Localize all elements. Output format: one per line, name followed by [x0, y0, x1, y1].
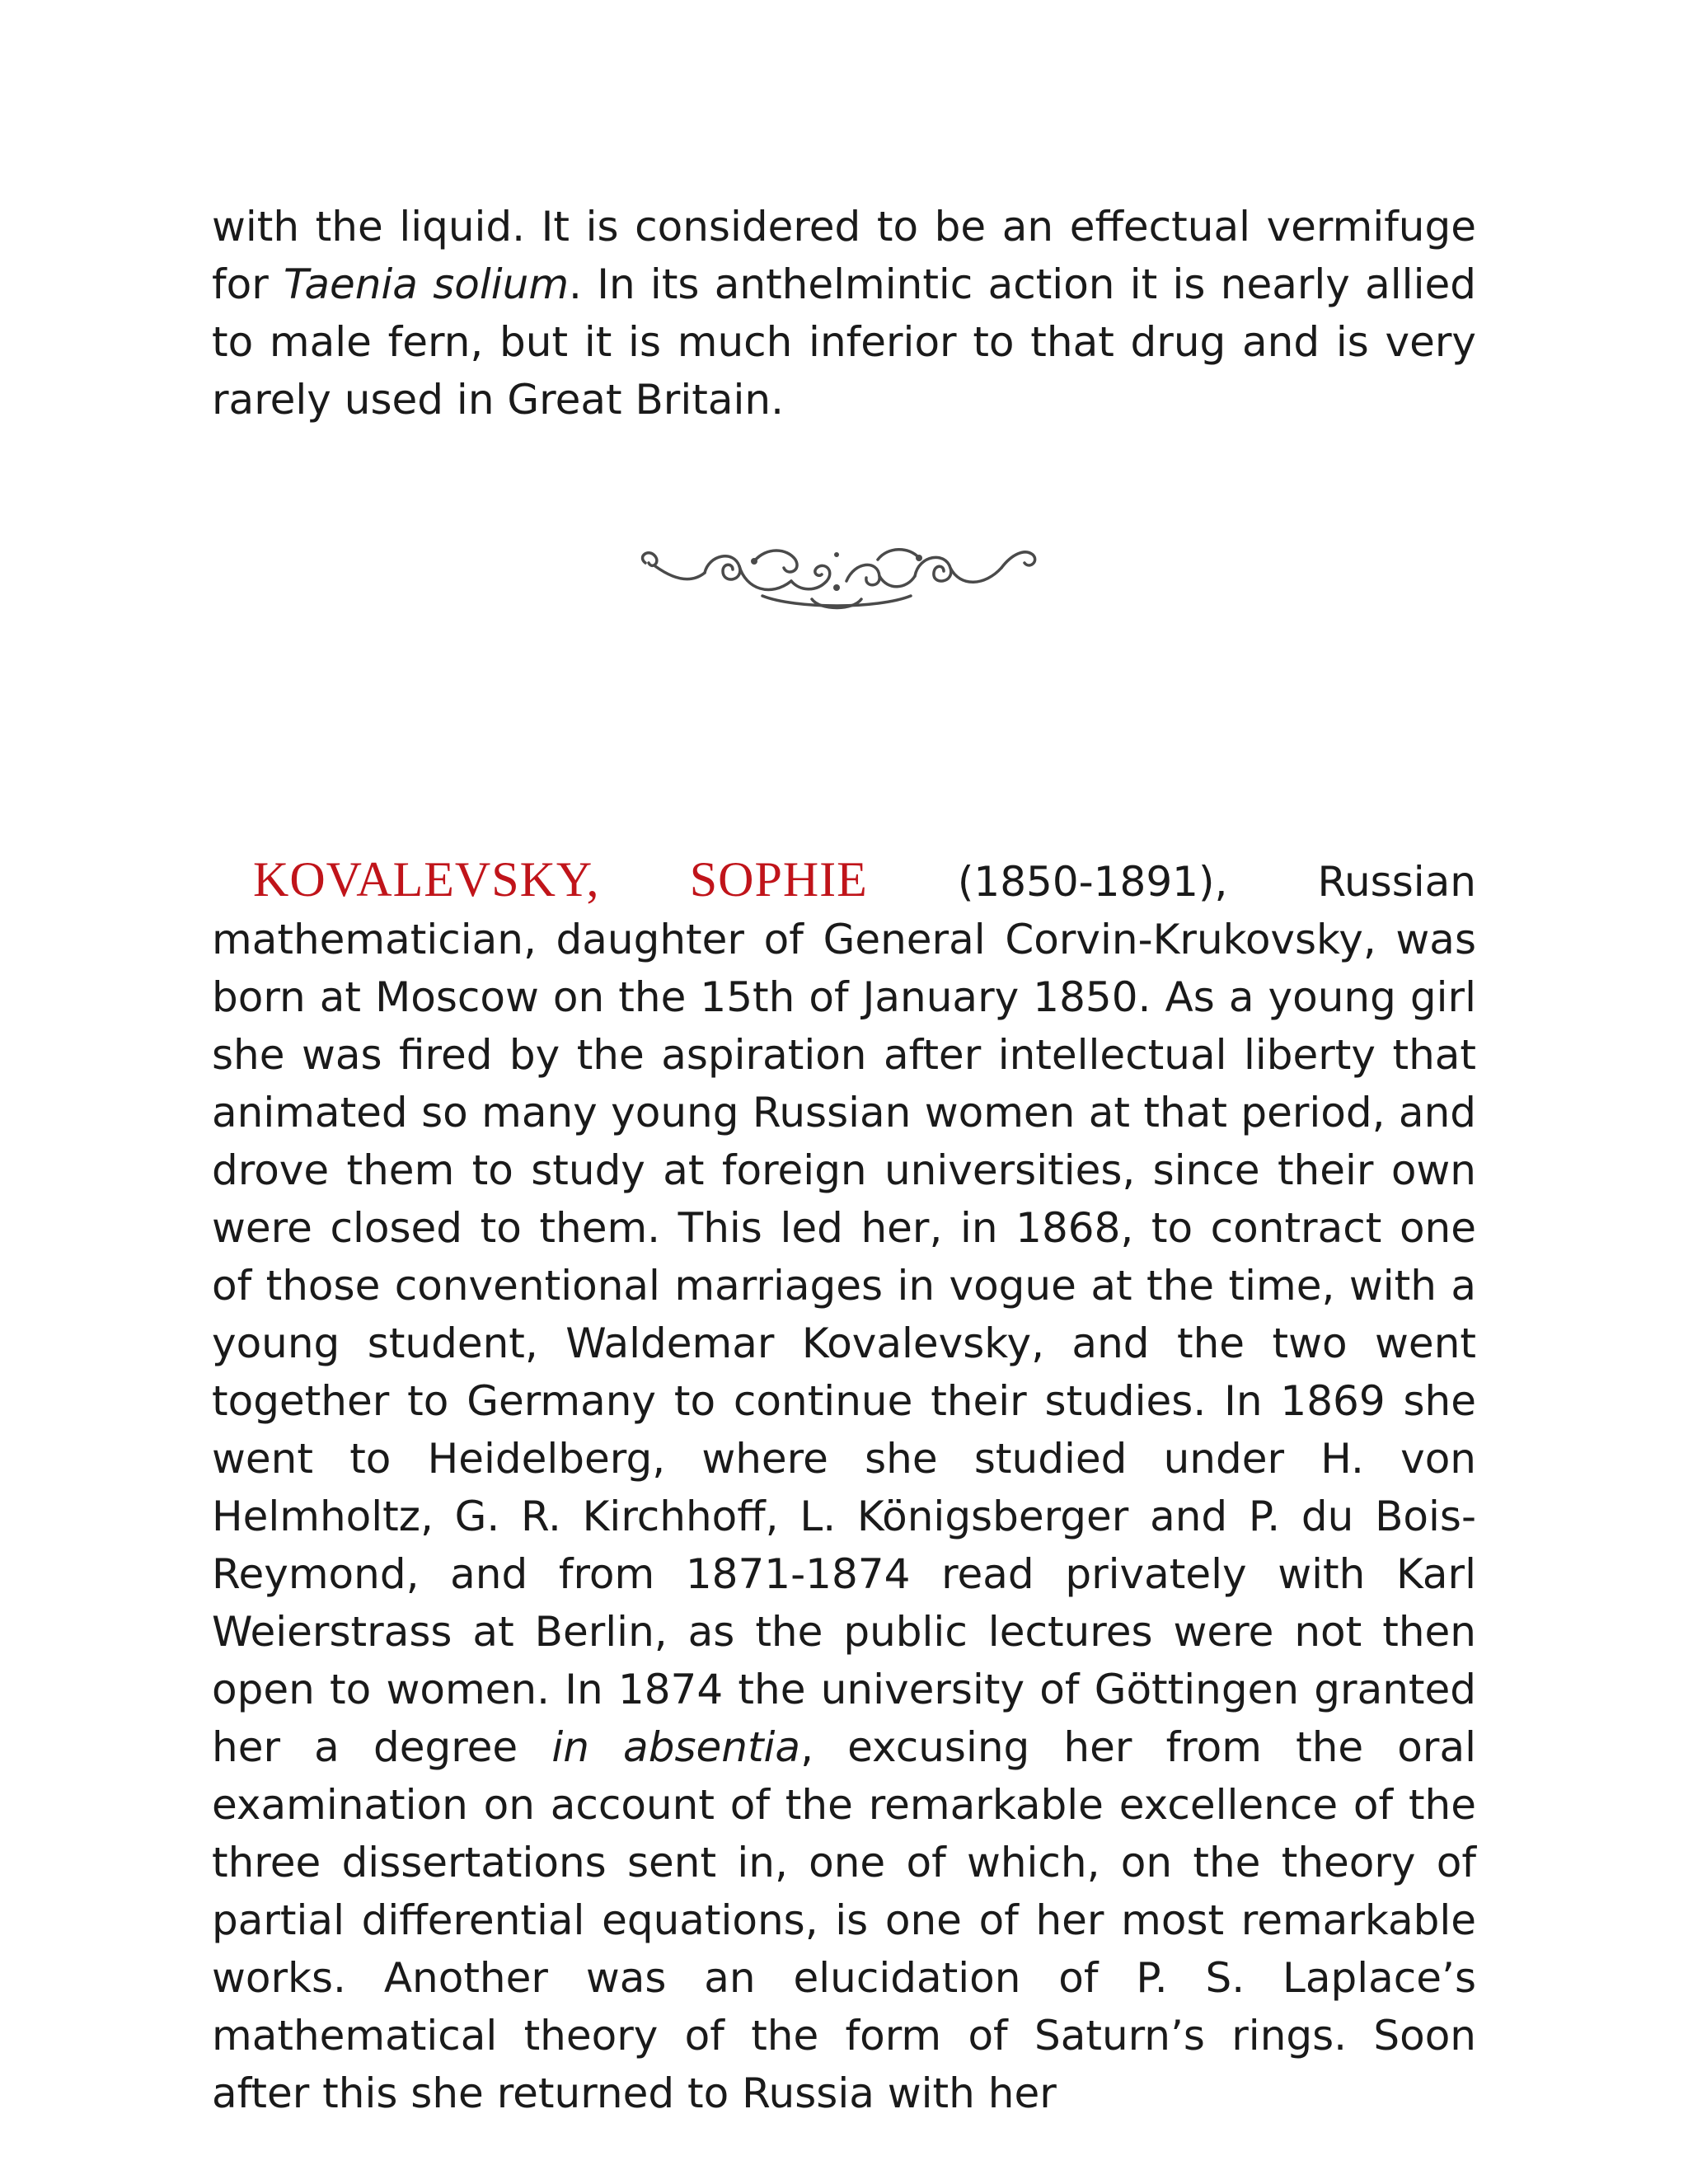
article-paragraph: [212, 851, 1476, 2122]
continued-paragraph: [212, 198, 1476, 429]
scroll-flourish-ornament-icon: [631, 530, 1043, 619]
entry-heading: KOVALEVSKY, SOPHIE: [253, 852, 868, 907]
paragraph-text: , excusing her from the oral examination on account of the remarkable excellence of the three dissertations sent in, one of which, on the theory of partial differential equations, is one of her most remarkable works. Another was an elucidation of P. S. Laplace’s mathematical theory of the form of Saturn’s rings. Soon after this she returned to Russia with her: [212, 1723, 1476, 2117]
paragraph-text: with the liquid. It is considered to be an effectual vermifuge for: [212, 203, 1476, 308]
paragraph-text: . In its anthelmintic action it is nearly allied to male fern, but it is much inferior to that drug and is very rarely used in Great Britain.: [212, 260, 1476, 424]
taxon-name-italic: Taenia solium: [284, 260, 570, 308]
paragraph-text: (1850-1891), Russian mathematician, daughter of General Corvin-Krukovsky, was born at Moscow on the 15th of January 1850. As a young girl she was fired by the aspiration after intellectual liberty that animated so many young Russian women at that period, and drove them to study at foreign universities, since their own were closed to them. This led her, in 1868, to contract one of those conventional marriages in vogue at the time, with a young student, Waldemar Kovalevsky, and the two went together to Germany to continue their studies. In 1869 she went to Heidelberg, where she studied under H. von Helmholtz, G. R. Kirchhoff, L. Königsberger and P. du Bois-Reymond, and from 1871-1874 read privately with Karl Weierstrass at Berlin, as the public lectures were not then open to women. In 1874 the university of Göttingen granted her a degree: [212, 858, 1476, 1771]
latin-phrase-italic: in absentia: [551, 1723, 801, 1771]
